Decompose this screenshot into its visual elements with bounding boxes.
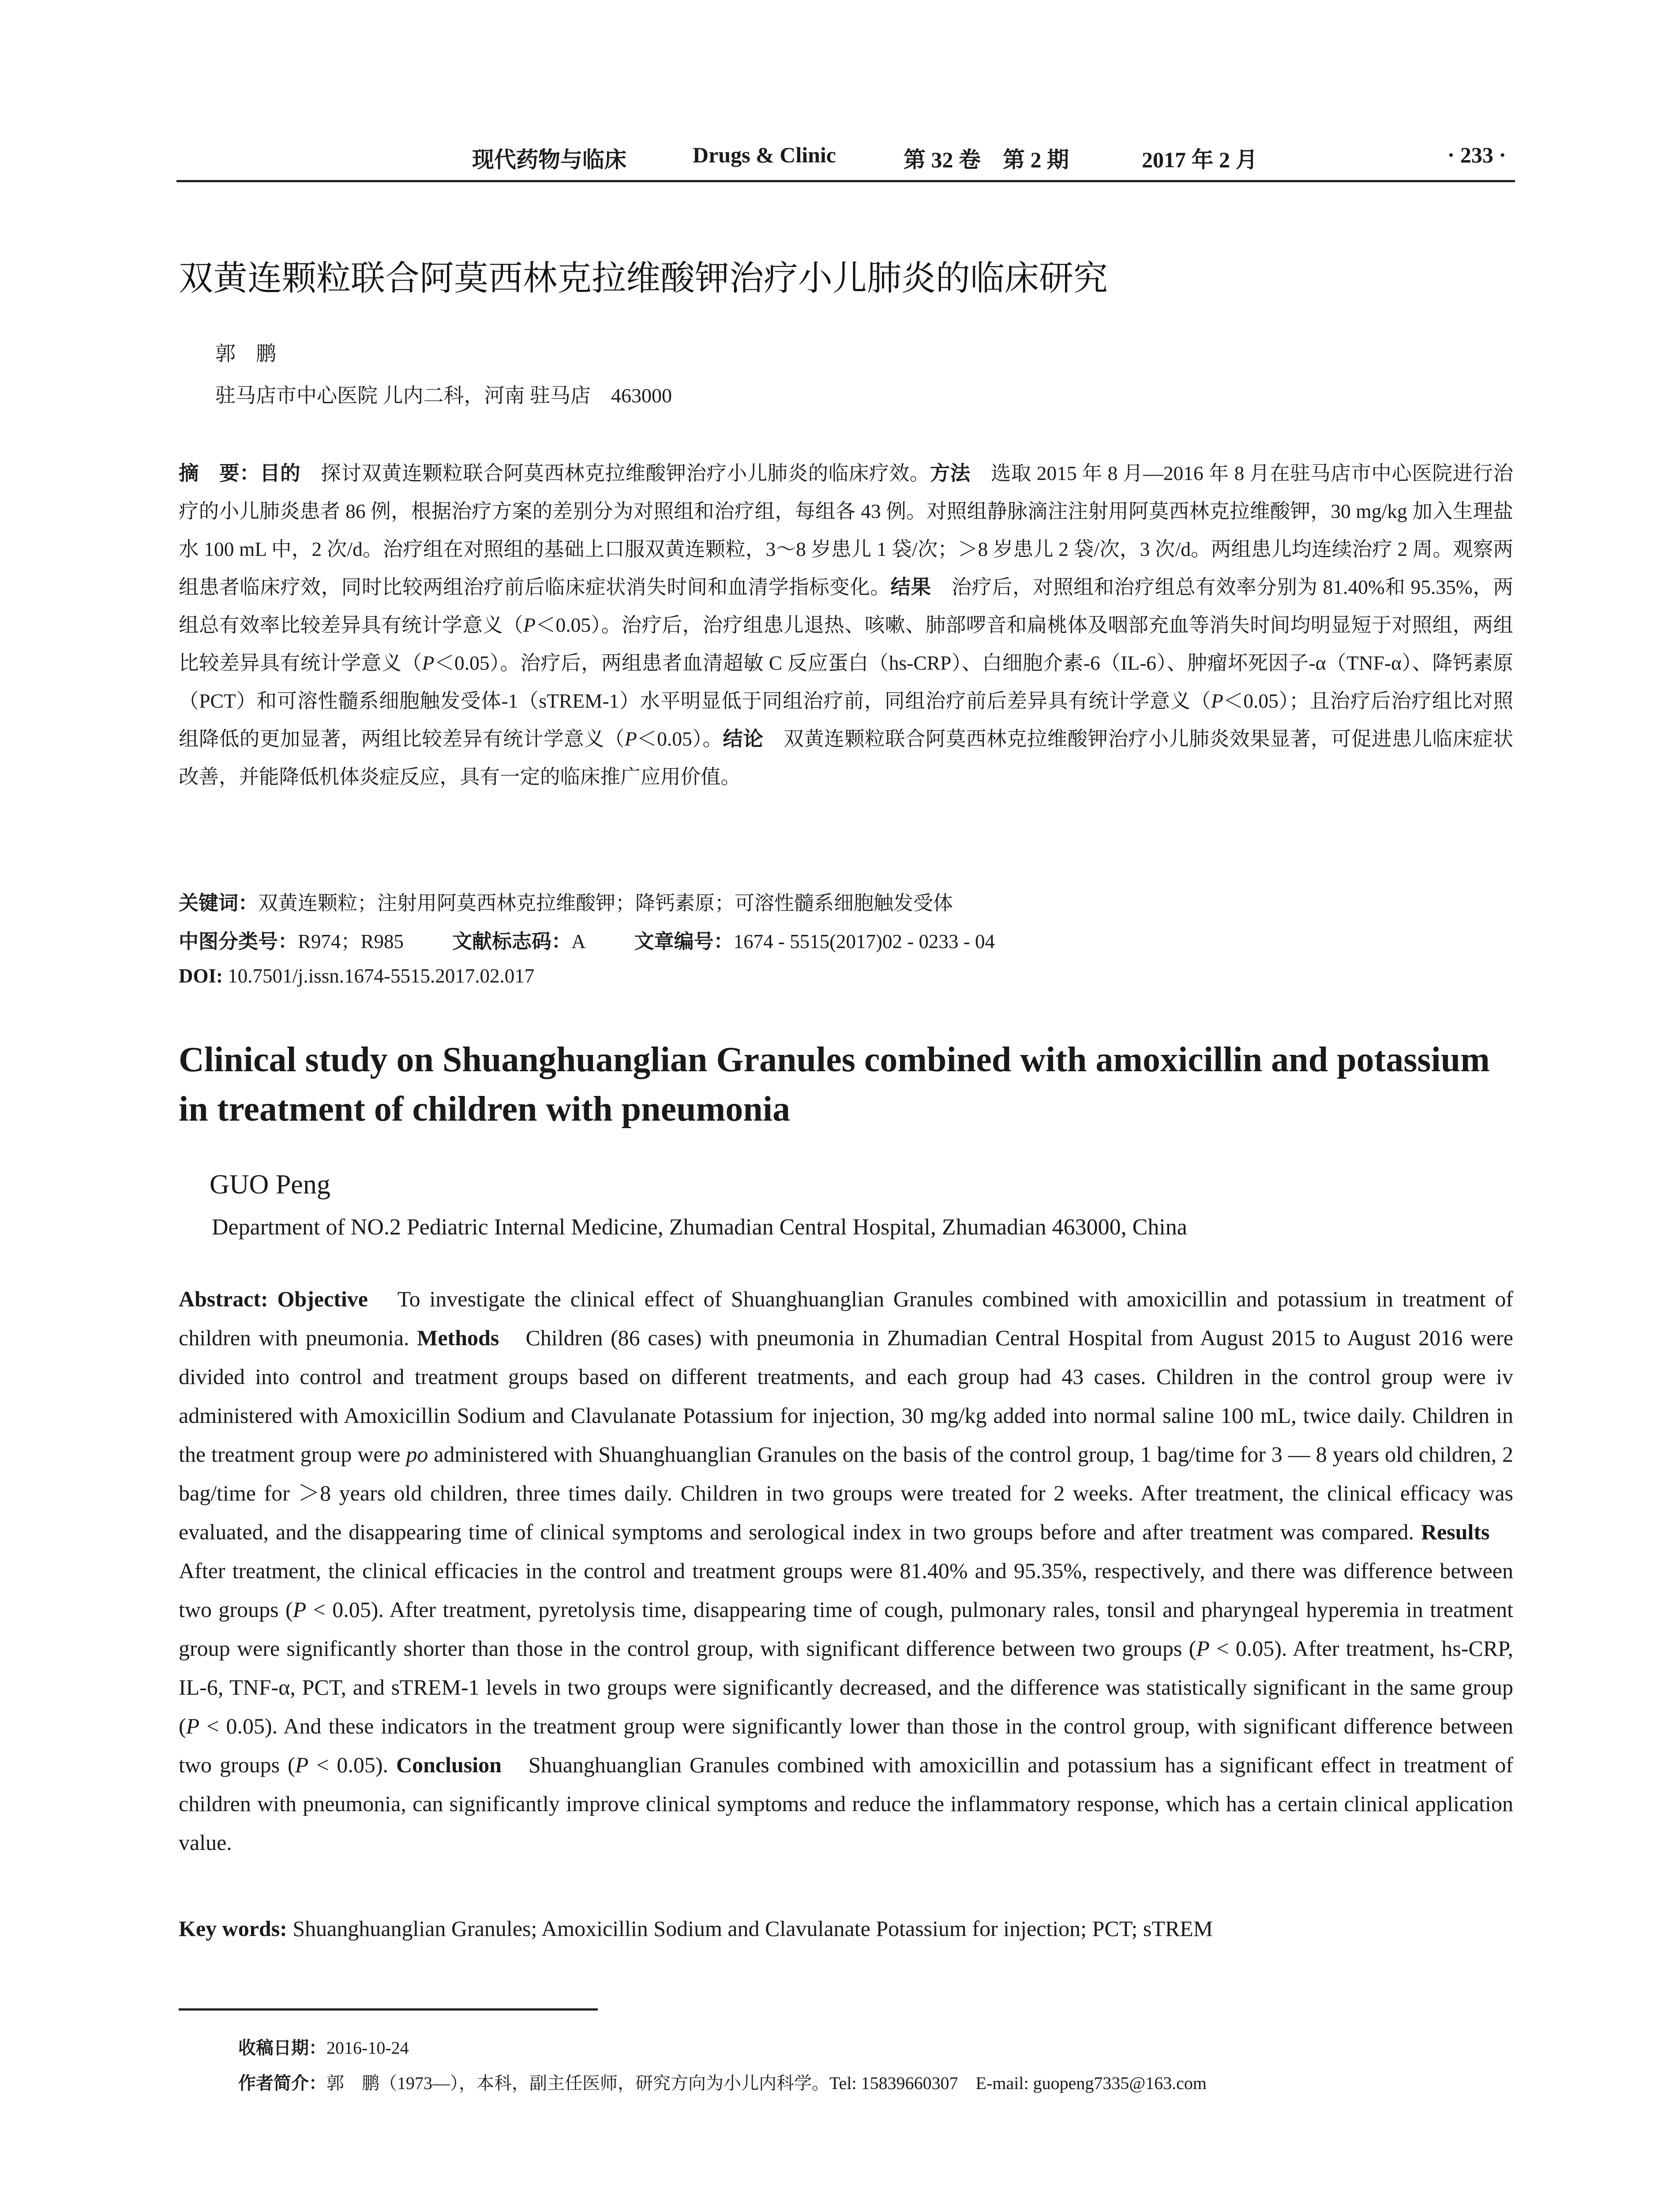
author-bio-label: 作者简介：	[238, 2073, 326, 2093]
page-number: · 233 ·	[1447, 143, 1506, 167]
affiliation-cn: 驻马店市中心医院 儿内二科，河南 驻马店 463000	[215, 384, 672, 407]
journal-name-cn: 现代药物与临床	[472, 147, 626, 173]
methods-text-cn: 选取 2015 年 8 月—2016 年 8 月在驻马店市中心医院进行治疗的小儿肺炎患者 86 例，根据治疗方案的差别分为对照组和治疗组，每组各 43 例。对照组静脉滴注注射用阿莫西林克拉维酸钾，30 mg/kg 加入生理盐水 100 mL 中，2 次/d。治疗组在对照组的基础上口服双黄连颗粒，3～8 岁患儿 1 袋/次；＞8 岁患儿 2 袋/次，3 次/d。两组患儿均连续治疗 2 周。观察两组患者临床疗效，同时比较两组治疗前后临床症状消失时间和血清学指标变化。	[179, 462, 1513, 598]
p-value-symbol: P	[292, 1597, 307, 1622]
objective-text-en: To investigate the clinical effect of Shuanghuanglian Granules combined with amoxicillin and potassium in treatment of children with pneumonia.	[179, 1287, 1513, 1350]
keywords-en	[179, 1916, 1213, 1941]
doi-line	[179, 964, 534, 987]
article-title-cn: 双黄连颗粒联合阿莫西林克拉维酸钾治疗小儿肺炎的临床研究	[179, 259, 1108, 298]
journal-name-en: Drugs & Clinic	[693, 143, 836, 167]
document-code-label: 文献标志码：	[452, 930, 572, 953]
results-text-en: < 0.05). And these indicators in the treatment group were significantly lower than those in the control group, with significant difference between two groups (	[179, 1714, 1513, 1777]
results-text-en: < 0.05). After treatment, hs-CRP, IL-6, TNF-α, PCT, and sTREM-1 levels in two groups were significantly decreased, and the difference was statistically significant in the same group (	[179, 1636, 1513, 1738]
document-code: A	[571, 930, 586, 953]
p-value-symbol: P	[1196, 1636, 1210, 1661]
results-text-en: After treatment, the clinical efficacies in the control and treatment groups were 81.40% and 95.35%, respectively, and there was difference between two groups (	[179, 1519, 1513, 1622]
affiliation-en: Department of NO.2 Pediatric Internal Medicine, Zhumadian Central Hospital, Zhumadian 463000, China	[212, 1215, 1187, 1240]
p-value-symbol: P	[523, 614, 536, 636]
methods-text-en: administered with Shuanghuanglian Granules on the basis of the control group, 1 bag/time for 3 — 8 years old children, 2 bag/time for ＞8 years old children, three times daily. Children in two groups were treated for 2 weeks. After treatment, the clinical efficacy was evaluated, and the disappearing time of clinical symptoms and serological index in two groups before and after treatment was compared.	[179, 1442, 1514, 1544]
footnote-divider	[179, 2008, 598, 2011]
keywords-label-cn: 关键词：	[179, 891, 259, 915]
keywords-text-cn: 双黄连颗粒；注射用阿莫西林克拉维酸钾；降钙素原；可溶性髓系细胞触发受体	[258, 892, 953, 914]
conclusion-label-cn: 结论	[723, 727, 764, 750]
abstract-cn	[179, 454, 1513, 796]
p-value-symbol: P	[186, 1714, 200, 1738]
objective-label-cn: 目的	[260, 461, 301, 485]
p-value-symbol: P	[624, 728, 637, 750]
classification-line	[179, 925, 995, 954]
article-number: 1674 - 5515(2017)02 - 0233 - 04	[733, 930, 995, 953]
received-date	[238, 2034, 409, 2059]
keywords-text-en: Shuanghuanglian Granules; Amoxicillin Sodium and Clavulanate Potassium for injection; PCT; sTREM	[287, 1916, 1213, 1941]
results-text-cn: 治疗后，对照组和治疗组总有效率分别为 81.40%和 95.35%，两组总有效率比较差异具有统计学意义（	[179, 576, 1513, 636]
author-bio	[238, 2069, 1207, 2094]
results-text-cn: ＜0.05）；且治疗后治疗组比对照组降低的更加显著，两组比较差异有统计学意义（	[179, 690, 1513, 750]
methods-text-en: Children (86 cases) with pneumonia in Zhumadian Central Hospital from August 2015 to August 2016 were divided into control and treatment groups based on different treatments, and each group had 43 cases. Children in the control group were iv administered with Amoxicillin Sodium and Clavulanate Potassium for injection, 30 mg/kg added into normal saline 100 mL, twice daily. Children in the treatment group were	[179, 1325, 1513, 1467]
volume-issue: 第 32 卷 第 2 期	[904, 147, 1069, 172]
results-text-en: < 0.05).	[308, 1752, 396, 1777]
author-name-en: GUO Peng	[210, 1170, 330, 1200]
results-text-cn: ＜0.05）。	[637, 728, 723, 750]
doi-link[interactable]: 10.7501/j.issn.1674-5515.2017.02.017	[223, 965, 535, 987]
keywords-label-en: Key words:	[179, 1916, 287, 1941]
p-value-symbol: P	[295, 1752, 309, 1777]
abstract-en	[179, 1279, 1513, 1862]
objective-text-cn: 探讨双黄连颗粒联合阿莫西林克拉维酸钾治疗小儿肺炎的临床疗效。	[300, 462, 930, 484]
author-name-cn: 郭 鹏	[215, 342, 276, 365]
article-number-label: 文章编号：	[634, 930, 734, 953]
conclusion-text-en: Shuanghuanglian Granules combined with amoxicillin and potassium has a significant effect in treatment of children with pneumonia, can significantly improve clinical symptoms and reduce the inflammatory response, which has a certain clinical application value.	[179, 1752, 1513, 1855]
results-label-cn: 结果	[890, 575, 931, 599]
author-bio-text: 郭 鹏（1973—），本科，副主任医师，研究方向为小儿内科学。Tel: 15839660307 E-mail: guopeng7335@163.com	[326, 2073, 1207, 2093]
doi-label: DOI:	[179, 965, 223, 987]
conclusion-label-en: Conclusion	[396, 1752, 502, 1777]
conclusion-text-cn: 双黄连颗粒联合阿莫西林克拉维酸钾治疗小儿肺炎效果显著，可促进患儿临床症状改善，并能降低机体炎症反应，具有一定的临床推广应用价值。	[179, 728, 1513, 788]
keywords-cn	[179, 887, 953, 915]
received-label: 收稿日期：	[238, 2038, 326, 2058]
issue-date: 2017 年 2 月	[1142, 147, 1258, 172]
abstract-objective-label-en: Abstract: Objective	[179, 1287, 368, 1311]
received-value: 2016-10-24	[326, 2038, 409, 2058]
article-title-en: Clinical study on Shuanghuanglian Granules combined with amoxicillin and potassium in treatment of children with pneumonia	[179, 1040, 1490, 1129]
results-text-cn: ＜0.05）。治疗后，治疗组患儿退热、咳嗽、肺部啰音和扁桃体及咽部充血等消失时间均明显短于对照组，两组比较差异具有统计学意义（	[179, 614, 1513, 674]
route-po: po	[406, 1442, 428, 1467]
clc-code: R974；R985	[298, 930, 404, 953]
results-text-en: < 0.05). After treatment, pyretolysis time, disappearing time of cough, pulmonary rales, tonsil and pharyngeal hyperemia in treatment group were significantly shorter than those in the control group, with significant difference between two groups (	[179, 1597, 1513, 1661]
running-header	[176, 142, 1515, 182]
clc-label: 中图分类号：	[179, 930, 298, 953]
p-value-symbol: P	[422, 652, 435, 674]
abstract-label-cn: 摘 要：	[179, 461, 260, 485]
results-label-en: Results	[1421, 1519, 1490, 1544]
methods-label-cn: 方法	[930, 461, 971, 485]
results-text-cn: ＜0.05）。治疗后，两组患者血清超敏 C 反应蛋白（hs-CRP）、白细胞介素-6（IL-6）、肿瘤坏死因子-α（TNF-α）、降钙素原（PCT）和可溶性髓系细胞触发受体-1（sTREM-1）水平明显低于同组治疗前，同组治疗前后差异具有统计学意义（	[179, 652, 1513, 712]
methods-label-en: Methods	[417, 1325, 499, 1350]
p-value-symbol: P	[1211, 690, 1223, 712]
